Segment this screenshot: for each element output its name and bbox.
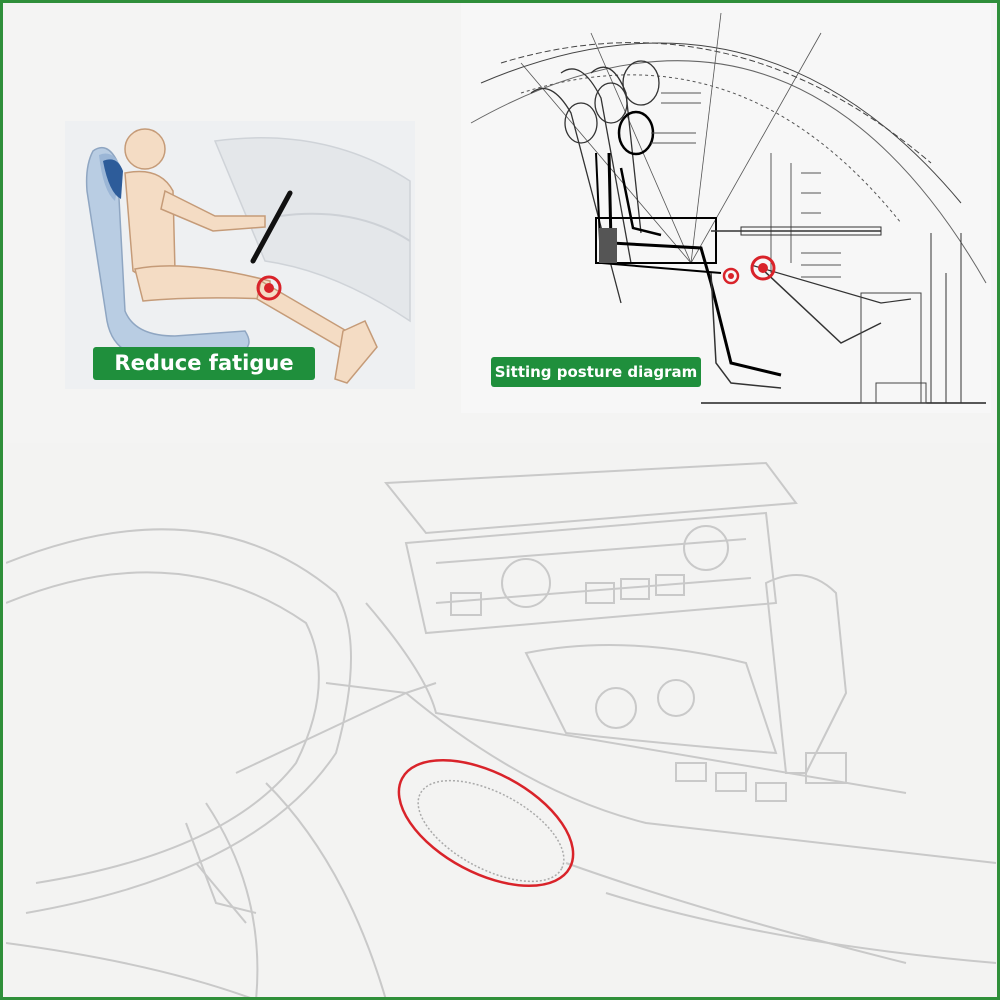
- sitting-posture-diagram: [461, 3, 991, 413]
- posture-technical-drawing: [461, 3, 991, 413]
- sitting-posture-label: Sitting posture diagram: [491, 357, 701, 387]
- car-interior-sketch: [6, 443, 1000, 1000]
- reduce-fatigue-label: Reduce fatigue: [93, 347, 315, 380]
- center-console-drawing: [6, 443, 1000, 1000]
- knee-highlight-icon: [724, 269, 738, 283]
- knee-pad-highlight: [379, 734, 594, 911]
